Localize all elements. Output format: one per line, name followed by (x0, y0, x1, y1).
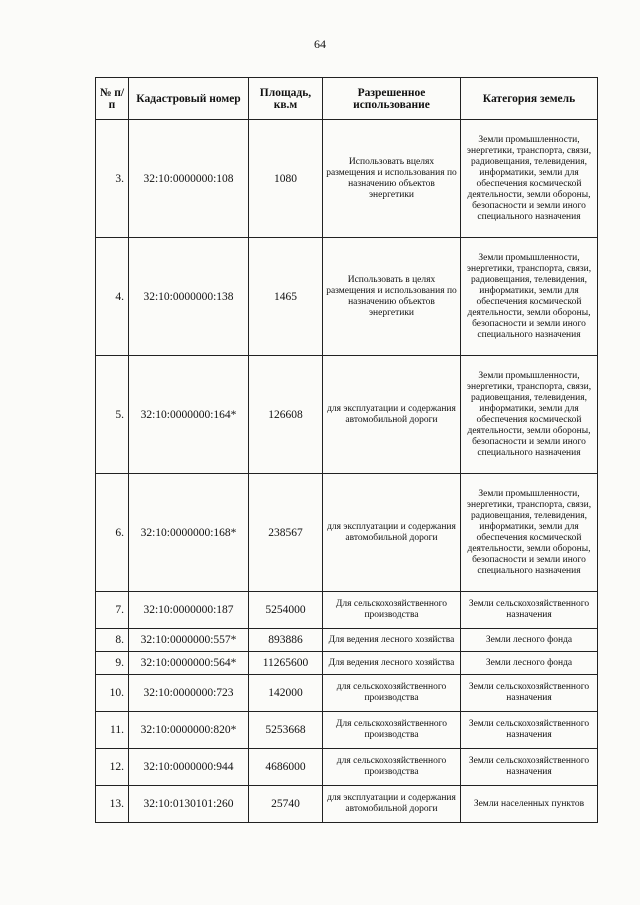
permitted-use: Для сельскохозяйственного производства (323, 712, 461, 749)
header-area: Площадь, кв.м (249, 78, 323, 120)
row-num: 6. (96, 474, 129, 592)
table-header-row (96, 78, 598, 120)
area-value: 1465 (249, 238, 323, 356)
table-row (96, 675, 598, 712)
cadastral-number: 32:10:0000000:557* (129, 629, 249, 652)
table-row (96, 786, 598, 823)
permitted-use: для эксплуатации и содержания автомобильной дороги (323, 786, 461, 823)
row-num: 8. (96, 629, 129, 652)
land-plots-table (95, 77, 598, 823)
table-row (96, 652, 598, 675)
land-category: Земли лесного фонда (461, 652, 598, 675)
header-cadastral: Кадастровый номер (129, 78, 249, 120)
land-category: Земли населенных пунктов (461, 786, 598, 823)
table-row (96, 749, 598, 786)
area-value: 25740 (249, 786, 323, 823)
permitted-use: Использовать в целях размещения и использования по назначению объектов энергетики (323, 238, 461, 356)
page-number: 64 (314, 37, 326, 51)
permitted-use: Для сельскохозяйственного производства (323, 592, 461, 629)
row-num: 13. (96, 786, 129, 823)
header-num: № п/п (96, 78, 129, 120)
row-num: 5. (96, 356, 129, 474)
header-use: Разрешенное использование (323, 78, 461, 120)
row-num: 7. (96, 592, 129, 629)
land-category: Земли сельскохозяйственного назначения (461, 675, 598, 712)
land-category: Земли сельскохозяйственного назначения (461, 592, 598, 629)
cadastral-number: 32:10:0000000:944 (129, 749, 249, 786)
cadastral-number: 32:10:0000000:187 (129, 592, 249, 629)
area-value: 126608 (249, 356, 323, 474)
land-category: Земли промышленности, энергетики, транспорта, связи, радиовещания, телевидения, информатики, земли для обеспечения космической деятельности, земли обороны, безопасности и земли иного специального назначения (461, 238, 598, 356)
table-row (96, 712, 598, 749)
row-num: 4. (96, 238, 129, 356)
area-value: 5253668 (249, 712, 323, 749)
area-value: 4686000 (249, 749, 323, 786)
land-category: Земли лесного фонда (461, 629, 598, 652)
permitted-use: для сельскохозяйственного производства (323, 675, 461, 712)
row-num: 3. (96, 120, 129, 238)
table-row (96, 356, 598, 474)
cadastral-number: 32:10:0130101:260 (129, 786, 249, 823)
permitted-use: Использовать вцелях размещения и использования по назначению объектов энергетики (323, 120, 461, 238)
land-category: Земли промышленности, энергетики, транспорта, связи, радиовещания, телевидения, информатики, земли для обеспечения космической деятельности, земли обороны, безопасности и земли иного специального назначения (461, 356, 598, 474)
cadastral-number: 32:10:0000000:168* (129, 474, 249, 592)
area-value: 142000 (249, 675, 323, 712)
permitted-use: Для ведения лесного хозяйства (323, 629, 461, 652)
area-value: 11265600 (249, 652, 323, 675)
cadastral-number: 32:10:0000000:723 (129, 675, 249, 712)
cadastral-number: 32:10:0000000:138 (129, 238, 249, 356)
table-row (96, 238, 598, 356)
land-category: Земли промышленности, энергетики, транспорта, связи, радиовещания, телевидения, информатики, земли для обеспечения космической деятельности, земли обороны, безопасности и земли иного специального назначения (461, 474, 598, 592)
cadastral-number: 32:10:0000000:564* (129, 652, 249, 675)
row-num: 9. (96, 652, 129, 675)
area-value: 238567 (249, 474, 323, 592)
cadastral-number: 32:10:0000000:820* (129, 712, 249, 749)
table-row (96, 629, 598, 652)
area-value: 893886 (249, 629, 323, 652)
permitted-use: для эксплуатации и содержания автомобильной дороги (323, 474, 461, 592)
land-category: Земли сельскохозяйственного назначения (461, 749, 598, 786)
cadastral-number: 32:10:0000000:108 (129, 120, 249, 238)
table-row (96, 120, 598, 238)
table-row (96, 474, 598, 592)
permitted-use: для эксплуатации и содержания автомобильной дороги (323, 356, 461, 474)
row-num: 12. (96, 749, 129, 786)
permitted-use: для сельскохозяйственного производства (323, 749, 461, 786)
land-category: Земли промышленности, энергетики, транспорта, связи, радиовещания, телевидения, информатики, земли для обеспечения космической деятельности, земли обороны, безопасности и земли иного специального назначения (461, 120, 598, 238)
row-num: 10. (96, 675, 129, 712)
land-category: Земли сельскохозяйственного назначения (461, 712, 598, 749)
area-value: 5254000 (249, 592, 323, 629)
cadastral-number: 32:10:0000000:164* (129, 356, 249, 474)
table-row (96, 592, 598, 629)
area-value: 1080 (249, 120, 323, 238)
row-num: 11. (96, 712, 129, 749)
header-category: Категория земель (461, 78, 598, 120)
permitted-use: Для ведения лесного хозяйства (323, 652, 461, 675)
